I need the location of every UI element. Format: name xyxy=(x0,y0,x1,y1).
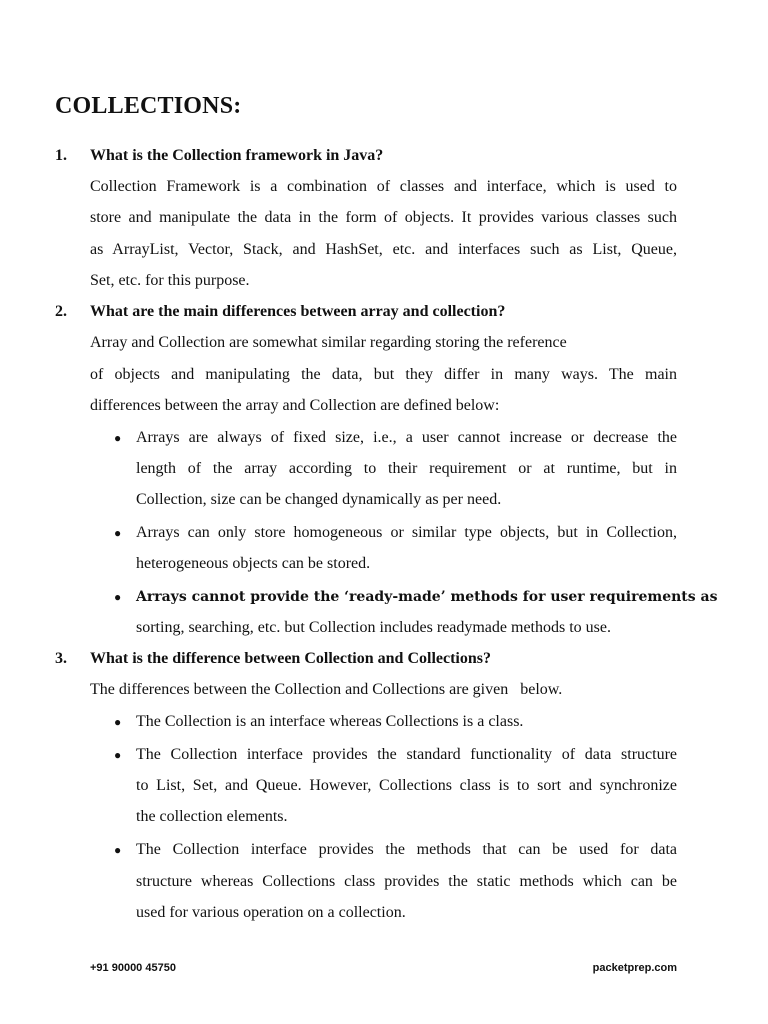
question-1 xyxy=(55,146,383,166)
answer-line: of objects and manipulating the data, but they differ in many ways. The main xyxy=(90,366,677,383)
bullet-line: structure whereas Collections class provides the static methods which can be xyxy=(136,873,677,890)
bullet-line: The Collection is an interface whereas Collections is a class. xyxy=(136,713,524,730)
question-3 xyxy=(55,649,491,669)
bullet-icon: ● xyxy=(114,431,122,445)
bullet-line: to List, Set, and Queue. However, Collections class is to sort and synchronize xyxy=(136,777,677,794)
question-number: 3. xyxy=(55,650,67,667)
bullet-line: sorting, searching, etc. but Collection includes readymade methods to use. xyxy=(136,619,611,636)
bullet-line: The Collection interface provides the methods that can be used for data xyxy=(136,841,677,858)
answer-line: Set, etc. for this purpose. xyxy=(90,272,250,289)
answer-line: Collection Framework is a combination of classes and interface, which is used to xyxy=(90,178,677,195)
bullet-line: heterogeneous objects can be stored. xyxy=(136,555,371,572)
question-number: 1. xyxy=(55,147,67,164)
footer-phone: +91 90000 45750 xyxy=(90,962,176,974)
bullet-line: Arrays are always of fixed size, i.e., a user cannot increase or decrease the xyxy=(136,429,677,446)
bullet-line: Arrays can only store homogeneous or similar type objects, but in Collection, xyxy=(136,524,677,541)
bullet-icon: ● xyxy=(114,715,122,729)
question-number: 2. xyxy=(55,303,67,320)
bullet-line: Collection, size can be changed dynamically as per need. xyxy=(136,491,502,508)
footer-website[interactable]: packetprep.com xyxy=(592,962,677,974)
bullet-line: Arrays cannot provide the ‘ready-made’ methods for user requirements as xyxy=(136,589,718,605)
bullet-icon: ● xyxy=(114,843,122,857)
question-text: What is the Collection framework in Java? xyxy=(90,147,384,164)
answer-line: as ArrayList, Vector, Stack, and HashSet, etc. and interfaces such as List, Queue, xyxy=(90,241,677,258)
bullet-line: The Collection interface provides the standard functionality of data structure xyxy=(136,746,677,763)
question-2 xyxy=(55,302,505,322)
bullet-line: the collection elements. xyxy=(136,808,288,825)
question-text: What is the difference between Collection and Collections? xyxy=(90,650,491,667)
answer-line: Array and Collection are somewhat similar regarding storing the reference xyxy=(90,334,567,351)
bullet-icon: ● xyxy=(114,748,122,762)
answer-line: The differences between the Collection and Collections are given below. xyxy=(90,681,563,698)
bullet-icon: ● xyxy=(114,526,122,540)
bullet-line: length of the array according to their requirement or at runtime, but in xyxy=(136,460,677,477)
question-text: What are the main differences between array and collection? xyxy=(90,303,506,320)
answer-line: differences between the array and Collection are defined below: xyxy=(90,397,500,414)
bullet-icon: ● xyxy=(114,590,122,604)
page-title: COLLECTIONS: xyxy=(55,93,242,119)
answer-line: store and manipulate the data in the form of objects. It provides various classes such xyxy=(90,209,677,226)
bullet-line: used for various operation on a collection. xyxy=(136,904,406,921)
